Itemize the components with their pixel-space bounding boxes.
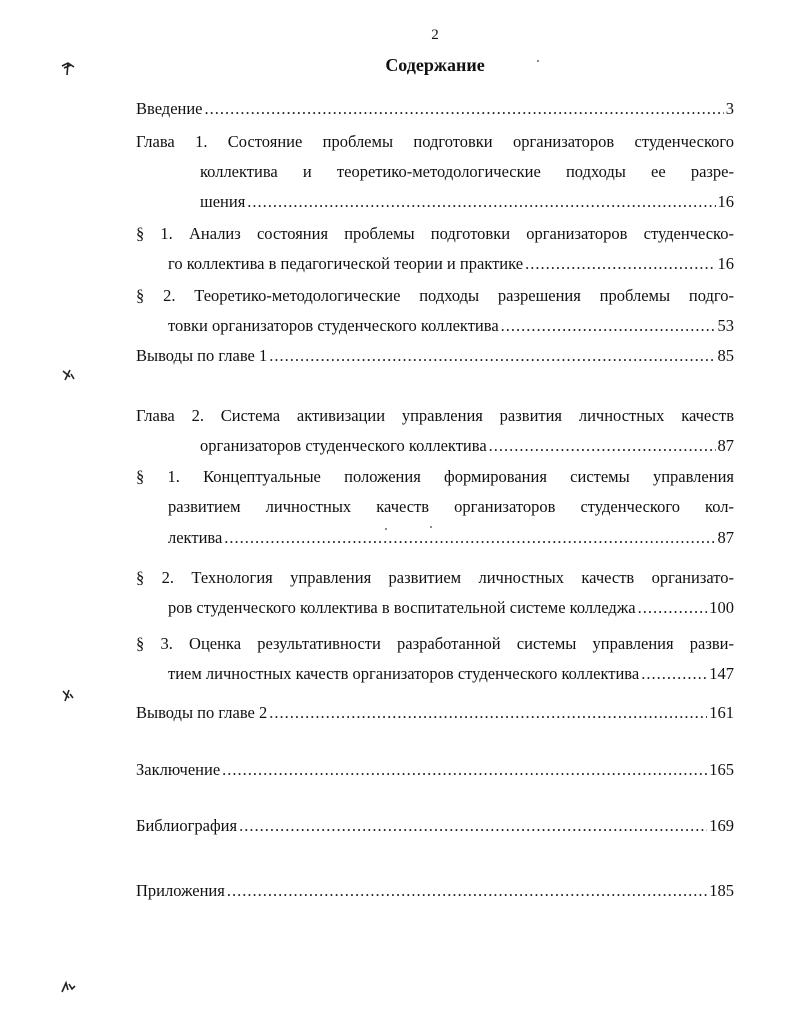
- toc-entry-section-2-2-line: § 2. Технология управления развитием личностных качеств организато-: [136, 568, 734, 587]
- toc-entry-text: Заключение: [136, 760, 221, 779]
- scan-speck: [430, 526, 432, 528]
- toc-entry-section-2-2-last: [168, 598, 734, 618]
- toc-leader-dots: [222, 760, 707, 780]
- toc-leader-dots: [247, 192, 715, 212]
- toc-entry-page: 16: [717, 192, 734, 211]
- toc-entry-text: лектива: [168, 528, 223, 547]
- toc-entry-page: 87: [717, 436, 734, 455]
- ink-mark-icon: [58, 365, 78, 385]
- toc-entry-text: тием личностных качеств организаторов студенческого коллектива: [168, 664, 640, 683]
- toc-entry-chapter-2-line: Глава 2. Система активизации управления развития личностных качеств: [136, 406, 734, 425]
- ink-mark-icon: [58, 978, 78, 998]
- toc-entry-text: го коллектива в педагогической теории и практике: [168, 254, 524, 273]
- toc-entry-section-1-1-last: [168, 254, 734, 274]
- toc-entry-page: 3: [725, 99, 734, 118]
- toc-entry-page: 165: [709, 760, 734, 779]
- toc-entry-section-2-3-last: [168, 664, 734, 684]
- toc-leader-dots: [489, 436, 716, 456]
- toc-entry-section-1-2-last: [168, 316, 734, 336]
- toc-leader-dots: [224, 528, 715, 548]
- toc-entry-section-2-1-line: развитием личностных качеств организаторов студенческого кол-: [168, 497, 734, 516]
- toc-entry-introduction: [136, 99, 734, 119]
- toc-entry-text: товки организаторов студенческого коллектива: [168, 316, 499, 335]
- toc-entry-section-2-1-last: [168, 528, 734, 548]
- toc-leader-dots: [641, 664, 707, 684]
- toc-entry-text: ров студенческого коллектива в воспитательной системе колледжа: [168, 598, 636, 617]
- toc-entry-appendices: [136, 881, 734, 901]
- toc-entry-text: организаторов студенческого коллектива: [200, 436, 487, 455]
- ink-mark-icon: [58, 58, 78, 78]
- toc-entry-page: 85: [717, 346, 734, 365]
- toc-entry-section-2-3-line: § 3. Оценка результативности разработанной системы управления разви-: [136, 634, 734, 653]
- toc-entry-page: 161: [709, 703, 734, 722]
- toc-entry-conclusions-2: [136, 703, 734, 723]
- toc-entry-text: Выводы по главе 2: [136, 703, 268, 722]
- scan-speck: [385, 528, 387, 530]
- toc-leader-dots: [227, 881, 707, 901]
- toc-entry-chapter-2-last: [200, 436, 734, 456]
- toc-entry-conclusions-1: [136, 346, 734, 366]
- toc-entry-chapter-1-last: [200, 192, 734, 212]
- toc-entry-conclusion: [136, 760, 734, 780]
- scan-speck: [537, 60, 539, 62]
- page-title: Содержание: [385, 55, 485, 75]
- toc-entry-text: Библиография: [136, 816, 238, 835]
- toc-entry-text: Выводы по главе 1: [136, 346, 268, 365]
- toc-entry-section-2-1-line: § 1. Концептуальные положения формирования системы управления: [136, 467, 734, 486]
- toc-leader-dots: [269, 703, 707, 723]
- toc-entry-chapter-1-line: коллектива и теоретико-методологические подходы ее разре-: [200, 162, 734, 181]
- toc-leader-dots: [239, 816, 707, 836]
- page-number: 2: [431, 27, 439, 43]
- toc-leader-dots: [638, 598, 708, 618]
- toc-entry-bibliography: [136, 816, 734, 836]
- toc-leader-dots: [205, 99, 724, 119]
- toc-entry-section-1-2-line: § 2. Теоретико-методологические подходы разрешения проблемы подго-: [136, 286, 734, 305]
- toc-leader-dots: [501, 316, 716, 336]
- toc-entry-chapter-1-line: Глава 1. Состояние проблемы подготовки организаторов студенческого: [136, 132, 734, 151]
- toc-entry-section-1-1-line: § 1. Анализ состояния проблемы подготовки организаторов студенческо-: [136, 224, 734, 243]
- toc-entry-page: 87: [717, 528, 734, 547]
- toc-entry-page: 147: [709, 664, 734, 683]
- toc-entry-page: 53: [717, 316, 734, 335]
- toc-entry-text: Приложения: [136, 881, 225, 900]
- ink-mark-icon: [58, 685, 78, 705]
- toc-entry-page: 185: [709, 881, 734, 900]
- toc-leader-dots: [525, 254, 715, 274]
- toc-leader-dots: [269, 346, 715, 366]
- toc-entry-text: шения: [200, 192, 246, 211]
- toc-entry-page: 16: [717, 254, 734, 273]
- toc-entry-page: 100: [709, 598, 734, 617]
- toc-entry-page: 169: [709, 816, 734, 835]
- toc-entry-text: Введение: [136, 99, 203, 118]
